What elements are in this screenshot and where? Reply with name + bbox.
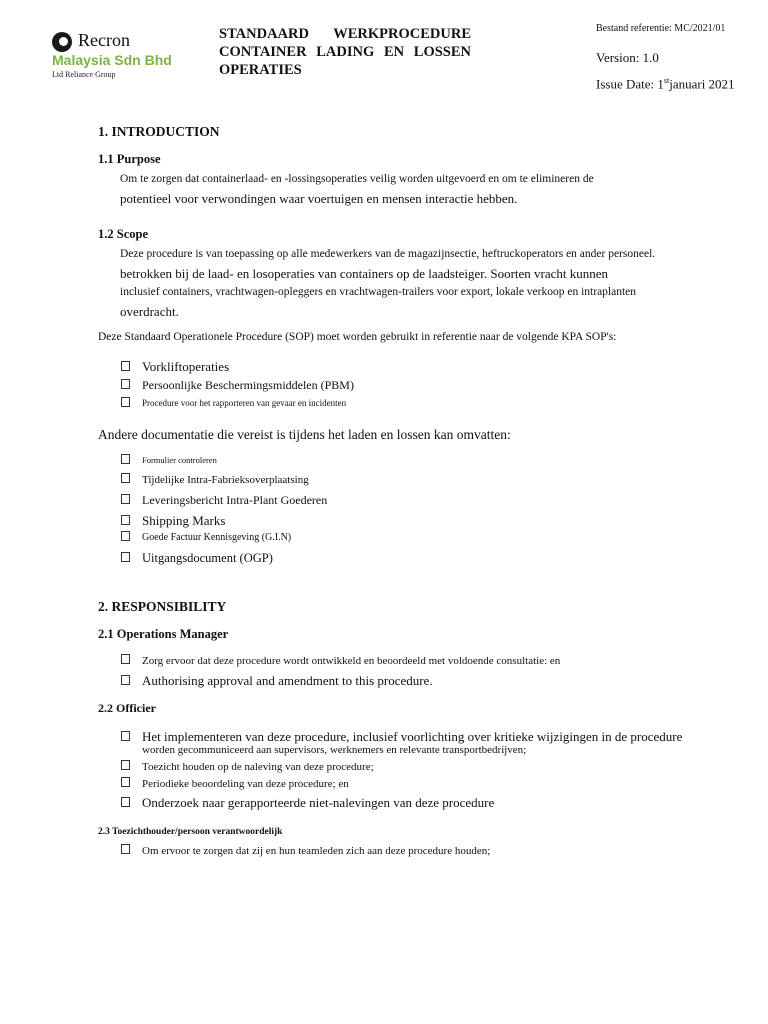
reliance-logo-icon — [52, 32, 72, 52]
list-item: Zorg ervoor dat deze procedure wordt ontwikkeld en beoordeeld met voldoende consultatie: en — [121, 655, 560, 667]
section-heading-responsibility: 2. RESPONSIBILITY — [98, 599, 227, 614]
list-item: Het implementeren van deze procedure, inclusief voorlichting over kritieke wijzigingen in de procedure worden gecommuniceerd aan supervisors, werknemers en relevante transportbedrijven; — [121, 728, 711, 756]
checkbox-bullet-icon — [121, 675, 130, 685]
checkbox-bullet-icon — [121, 654, 130, 664]
checkbox-bullet-icon — [121, 552, 130, 562]
version: Version: 1.0 — [596, 50, 659, 65]
sop-intro: Deze Standaard Operationele Procedure (SOP) moet worden gebruikt in referentie naar de volgende KPA SOP's: — [98, 331, 617, 343]
checkbox-bullet-icon — [121, 777, 130, 787]
logo-company: Malaysia Sdn Bhd — [52, 52, 172, 68]
issue-date: Issue Date: 1stjanuari 2021 — [596, 76, 735, 92]
scope-line: inclusief containers, vrachtwagen-opleggers en vrachtwagen-trailers voor export, lokale verkoop en intraplanten — [120, 286, 637, 298]
list-item: Periodieke beoordeling van deze procedure; en — [121, 778, 349, 790]
list-item: Authorising approval and amendment to this procedure. — [121, 673, 433, 689]
checkbox-bullet-icon — [121, 797, 130, 807]
checkbox-bullet-icon — [121, 361, 130, 371]
heading-officier: 2.2 Officier — [98, 701, 156, 715]
list-item: Leveringsbericht Intra-Plant Goederen — [121, 493, 327, 508]
logo-group: Ltd Reliance Group — [52, 70, 116, 79]
list-item: Procedure voor het rapporteren van gevaar en incidenten — [121, 398, 346, 409]
checkbox-bullet-icon — [121, 379, 130, 389]
list-item: Shipping Marks — [121, 513, 225, 529]
checkbox-bullet-icon — [121, 844, 130, 854]
list-item: Tijdelijke Intra-Fabrieksoverplaatsing — [121, 474, 309, 486]
purpose-paragraph — [120, 170, 705, 208]
heading-scope: 1.2 Scope — [98, 227, 148, 241]
checkbox-bullet-icon — [121, 760, 130, 770]
purpose-line: potentieel voor verwondingen waar voertuigen en mensen interactie hebben. — [120, 191, 518, 206]
list-item: Vorkliftoperaties — [121, 359, 229, 375]
list-item: Om ervoor te zorgen dat zij en hun teamleden zich aan deze procedure houden; — [121, 845, 490, 857]
list-item: Formulier controleren — [121, 455, 217, 466]
list-item: Toezicht houden op de naleving van deze procedure; — [121, 761, 374, 773]
other-docs-intro: Andere documentatie die vereist is tijdens het laden en lossen kan omvatten: — [98, 427, 511, 442]
list-item: Persoonlijke Beschermingsmiddelen (PBM) — [121, 378, 354, 393]
checkbox-bullet-icon — [121, 454, 130, 464]
scope-line: overdracht. — [120, 304, 179, 319]
list-item: Uitgangsdocument (OGP) — [121, 551, 273, 566]
company-logo — [50, 30, 200, 90]
checkbox-bullet-icon — [121, 494, 130, 504]
list-item: Goede Factuur Kennisgeving (G.I.N) — [121, 532, 291, 543]
document-title: STANDAARD WERKPROCEDURE CONTAINER LADING EN LOSSEN OPERATIES — [219, 26, 471, 78]
checkbox-bullet-icon — [121, 731, 130, 741]
purpose-line: Om te zorgen dat containerlaad- en -lossingsoperaties veilig worden uitgevoerd en om te elimineren de — [120, 173, 594, 185]
scope-paragraph — [120, 245, 705, 321]
checkbox-bullet-icon — [121, 515, 130, 525]
scope-line: betrokken bij de laad- en losoperaties van containers op de laadsteiger. Soorten vracht kunnen — [120, 266, 609, 281]
section-heading-introduction: 1. INTRODUCTION — [98, 124, 220, 139]
file-reference: Bestand referentie: MC/2021/01 — [596, 23, 726, 34]
heading-operations-manager: 2.1 Operations Manager — [98, 627, 229, 641]
checkbox-bullet-icon — [121, 473, 130, 483]
scope-line: Deze procedure is van toepassing op alle medewerkers van de magazijnsectie, heftruckoperators en ander personeel. — [120, 248, 656, 260]
list-item: Onderzoek naar gerapporteerde niet-nalevingen van deze procedure — [121, 795, 494, 811]
heading-purpose: 1.1 Purpose — [98, 152, 161, 166]
heading-supervisor: 2.3 Toezichthouder/persoon verantwoordelijk — [98, 827, 283, 837]
logo-brand: Recron — [78, 30, 130, 50]
checkbox-bullet-icon — [121, 397, 130, 407]
checkbox-bullet-icon — [121, 531, 130, 541]
